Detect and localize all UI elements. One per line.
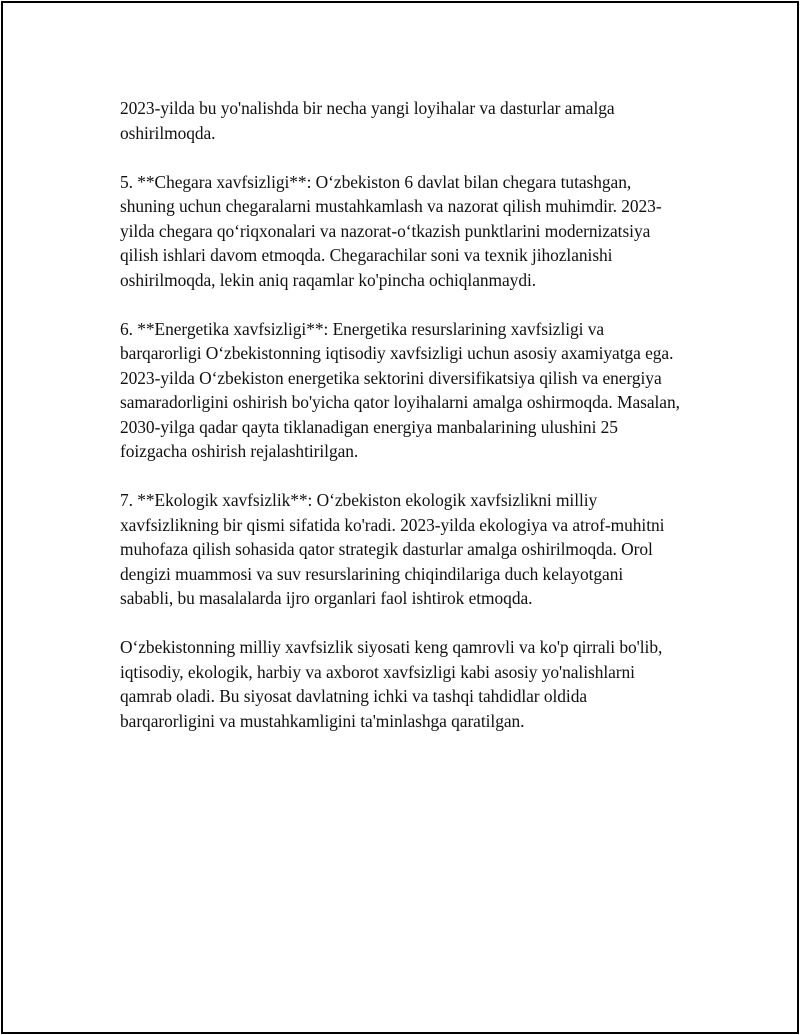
paragraph-ecological-security: 7. **Ekologik xavfsizlik**: O‘zbekiston ekologik xavfsizlikni milliy xavfsizlikning bir qismi sifatida ko'radi. 2023-yilda ekologiya va atrof-muhitni muhofaza qilish sohasida qator strategik dasturlar amalga oshirilmoqda. Orol dengizi muammosi va suv resurslarining chiqindilariga duch kelayotgani sababli, bu masalalarda ijro organlari faol ishtirok etmoqda. bbox=[120, 490, 665, 608]
paragraph-intro: 2023-yilda bu yo'nalishda bir necha yangi loyihalar va dasturlar amalga oshirilmoqda. bbox=[120, 98, 615, 143]
paragraph-border-security: 5. **Chegara xavfsizligi**: O‘zbekiston 6 davlat bilan chegara tutashgan, shuning uchun chegaralarni mustahkamlash va nazorat qilish muhimdir. 2023-yilda chegara qo‘riqxonalari va nazorat-o‘tkazish punktlarini modernizatsiya qilish ishlari davom etmoqda. Chegarachilar soni va texnik jihozlanishi oshirilmoqda, lekin aniq raqamlar ko'pincha ochiqlanmaydi. bbox=[120, 171, 662, 290]
document-page bbox=[1, 1, 799, 1034]
paragraph-energy-security: 6. **Energetika xavfsizligi**: Energetika resurslarining xavfsizligi va barqarorligi O‘zbekistonning iqtisodiy xavfsizligi uchun asosiy axamiyatga ega. 2023-yilda O‘zbekiston energetika sektorini diversifikatsiya qilish va energiya samaradorligini oshirish bo'yicha qator loyihalarni amalga oshirmoqda. Masalan, 2030-yilga qadar qayta tiklanadigan energiya manbalarining ulushini 25 foizgacha oshirish rejalashtirilgan. bbox=[120, 318, 680, 461]
paragraph-conclusion: O‘zbekistonning milliy xavfsizlik siyosati keng qamrovli va ko'p qirrali bo'lib, iqtisodiy, ekologik, harbiy va axborot xavfsizligi kabi asosiy yo'nalishlarni qamrab oladi. Bu siyosat davlatning ichki va tashqi tahdidlar oldida barqarorligini va mustahkamligini ta'minlashga qaratilgan. bbox=[120, 637, 663, 731]
document-body bbox=[120, 96, 680, 758]
